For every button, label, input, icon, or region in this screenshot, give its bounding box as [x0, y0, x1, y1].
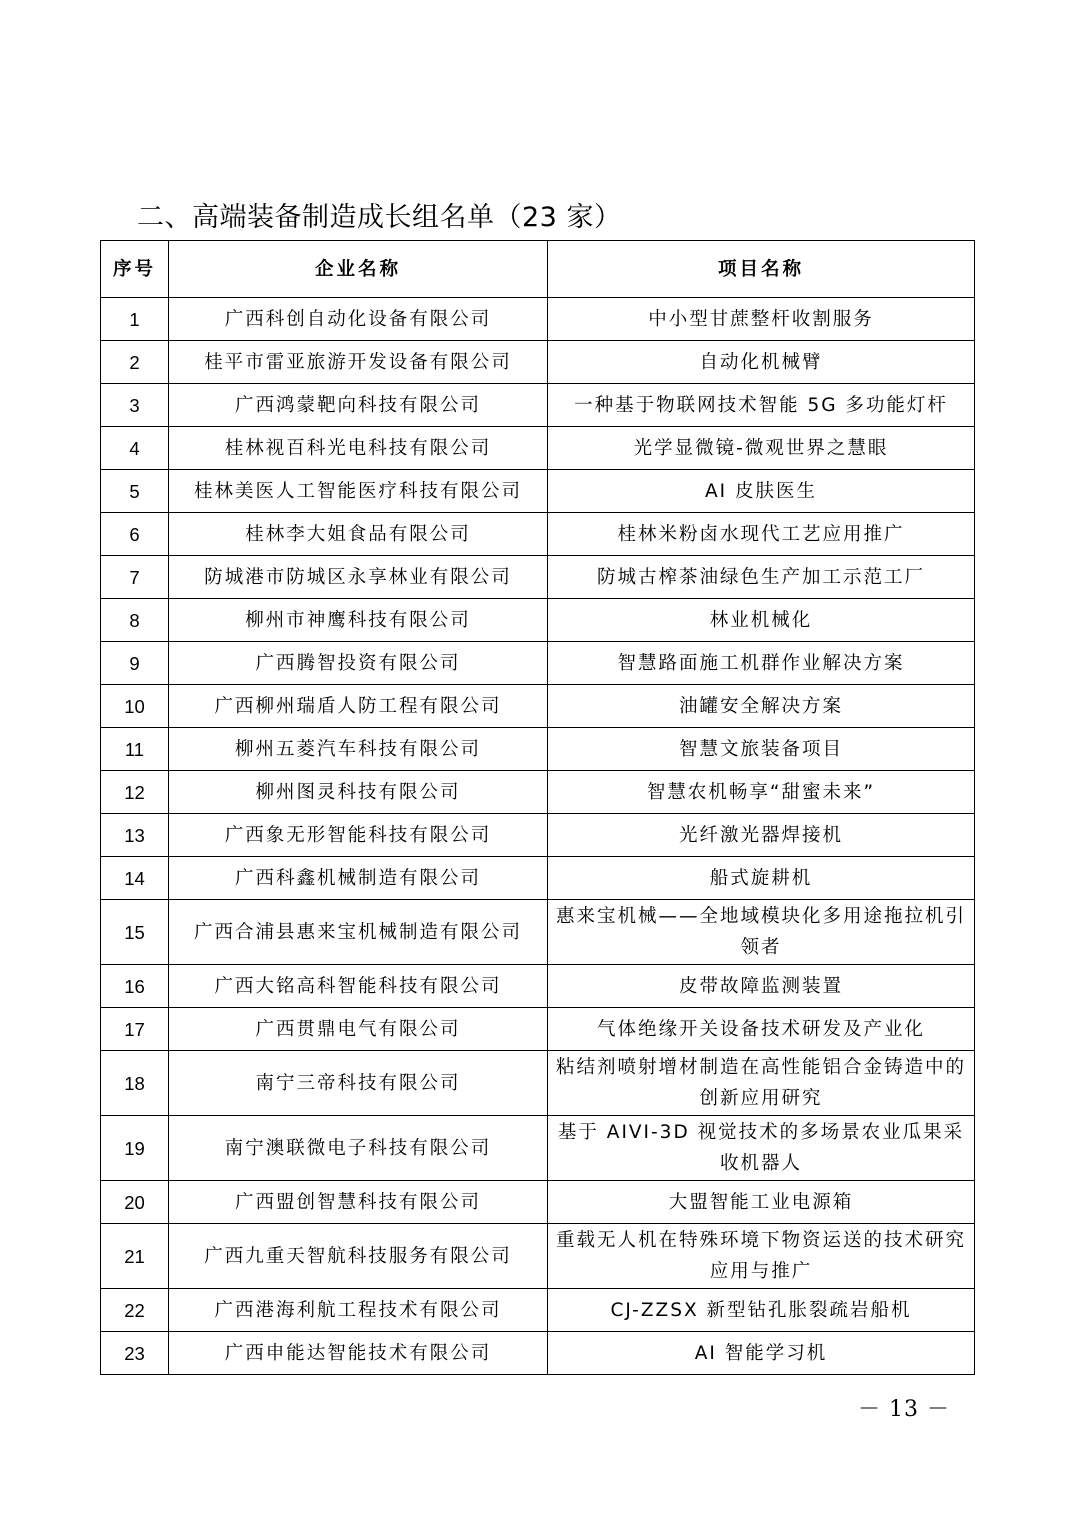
row-project: 大盟智能工业电源箱 — [548, 1181, 975, 1224]
table-row — [101, 685, 975, 728]
table-header-row — [101, 241, 975, 298]
row-index: 17 — [101, 1008, 169, 1051]
row-project: 防城古榨茶油绿色生产加工示范工厂 — [548, 556, 975, 599]
row-company: 广西申能达智能技术有限公司 — [169, 1332, 548, 1375]
row-project: 粘结剂喷射增材制造在高性能铝合金铸造中的创新应用研究 — [548, 1051, 975, 1116]
row-index: 4 — [101, 427, 169, 470]
row-project: 智慧文旅装备项目 — [548, 728, 975, 771]
header-company: 企业名称 — [169, 241, 548, 298]
row-company: 南宁澳联微电子科技有限公司 — [169, 1116, 548, 1181]
row-project: 光学显微镜-微观世界之慧眼 — [548, 427, 975, 470]
row-company: 柳州市神鹰科技有限公司 — [169, 599, 548, 642]
row-company: 广西港海利航工程技术有限公司 — [169, 1289, 548, 1332]
row-company: 广西盟创智慧科技有限公司 — [169, 1181, 548, 1224]
row-index: 3 — [101, 384, 169, 427]
row-index: 12 — [101, 771, 169, 814]
row-index: 18 — [101, 1051, 169, 1116]
table-row — [101, 427, 975, 470]
row-company: 防城港市防城区永享林业有限公司 — [169, 556, 548, 599]
row-index: 15 — [101, 900, 169, 965]
row-company: 广西大铭高科智能科技有限公司 — [169, 965, 548, 1008]
row-company: 桂平市雷亚旅游开发设备有限公司 — [169, 341, 548, 384]
row-index: 11 — [101, 728, 169, 771]
row-company: 南宁三帝科技有限公司 — [169, 1051, 548, 1116]
row-company: 广西科鑫机械制造有限公司 — [169, 857, 548, 900]
row-index: 20 — [101, 1181, 169, 1224]
table-row — [101, 1181, 975, 1224]
row-project: 中小型甘蔗整杆收割服务 — [548, 298, 975, 341]
row-index: 6 — [101, 513, 169, 556]
row-index: 8 — [101, 599, 169, 642]
row-project: 智慧农机畅享“甜蜜未来” — [548, 771, 975, 814]
table-row — [101, 771, 975, 814]
table-row — [101, 599, 975, 642]
row-project: 基于 AIVI-3D 视觉技术的多场景农业瓜果采收机器人 — [548, 1116, 975, 1181]
table-row — [101, 814, 975, 857]
row-index: 10 — [101, 685, 169, 728]
row-project: AI 皮肤医生 — [548, 470, 975, 513]
table-row — [101, 1116, 975, 1181]
row-company: 广西科创自动化设备有限公司 — [169, 298, 548, 341]
table-row — [101, 1332, 975, 1375]
table-row — [101, 470, 975, 513]
row-company: 广西九重天智航科技服务有限公司 — [169, 1224, 548, 1289]
table-row — [101, 556, 975, 599]
table-row — [101, 341, 975, 384]
row-index: 16 — [101, 965, 169, 1008]
row-project: 一种基于物联网技术智能 5G 多功能灯杆 — [548, 384, 975, 427]
table-row — [101, 642, 975, 685]
table-row — [101, 965, 975, 1008]
row-project: 油罐安全解决方案 — [548, 685, 975, 728]
row-company: 广西贯鼎电气有限公司 — [169, 1008, 548, 1051]
table-row — [101, 513, 975, 556]
table-row — [101, 900, 975, 965]
row-company: 广西合浦县惠来宝机械制造有限公司 — [169, 900, 548, 965]
row-project: 船式旋耕机 — [548, 857, 975, 900]
row-company: 广西柳州瑞盾人防工程有限公司 — [169, 685, 548, 728]
row-project: 林业机械化 — [548, 599, 975, 642]
row-index: 13 — [101, 814, 169, 857]
row-company: 桂林李大姐食品有限公司 — [169, 513, 548, 556]
row-index: 21 — [101, 1224, 169, 1289]
row-index: 23 — [101, 1332, 169, 1375]
table-row — [101, 728, 975, 771]
row-index: 19 — [101, 1116, 169, 1181]
row-company: 广西鸿蒙靶向科技有限公司 — [169, 384, 548, 427]
row-company: 柳州五菱汽车科技有限公司 — [169, 728, 548, 771]
row-index: 9 — [101, 642, 169, 685]
table-row — [101, 1051, 975, 1116]
table-row — [101, 1224, 975, 1289]
row-project: 皮带故障监测装置 — [548, 965, 975, 1008]
row-index: 2 — [101, 341, 169, 384]
row-company: 广西腾智投资有限公司 — [169, 642, 548, 685]
company-project-table — [100, 240, 975, 1375]
section-title: 二、高端装备制造成长组名单（23 家） — [137, 202, 622, 233]
row-company: 柳州图灵科技有限公司 — [169, 771, 548, 814]
header-project: 项目名称 — [548, 241, 975, 298]
row-project: 光纤激光器焊接机 — [548, 814, 975, 857]
row-index: 14 — [101, 857, 169, 900]
table-row — [101, 384, 975, 427]
table-row — [101, 298, 975, 341]
table-row — [101, 1289, 975, 1332]
table-row — [101, 1008, 975, 1051]
row-project: 桂林米粉卤水现代工艺应用推广 — [548, 513, 975, 556]
row-company: 桂林美医人工智能医疗科技有限公司 — [169, 470, 548, 513]
row-project: 智慧路面施工机群作业解决方案 — [548, 642, 975, 685]
row-project: 重载无人机在特殊环境下物资运送的技术研究应用与推广 — [548, 1224, 975, 1289]
row-index: 1 — [101, 298, 169, 341]
table-row — [101, 857, 975, 900]
row-company: 广西象无形智能科技有限公司 — [169, 814, 548, 857]
row-project: CJ-ZZSX 新型钻孔胀裂疏岩船机 — [548, 1289, 975, 1332]
row-project: 气体绝缘开关设备技术研发及产业化 — [548, 1008, 975, 1051]
row-project: 惠来宝机械——全地域模块化多用途拖拉机引领者 — [548, 900, 975, 965]
row-project: 自动化机械臂 — [548, 341, 975, 384]
row-company: 桂林视百科光电科技有限公司 — [169, 427, 548, 470]
header-index: 序号 — [101, 241, 169, 298]
row-index: 7 — [101, 556, 169, 599]
row-index: 5 — [101, 470, 169, 513]
row-project: AI 智能学习机 — [548, 1332, 975, 1375]
page-number: － 13 － — [858, 1397, 950, 1422]
row-index: 22 — [101, 1289, 169, 1332]
